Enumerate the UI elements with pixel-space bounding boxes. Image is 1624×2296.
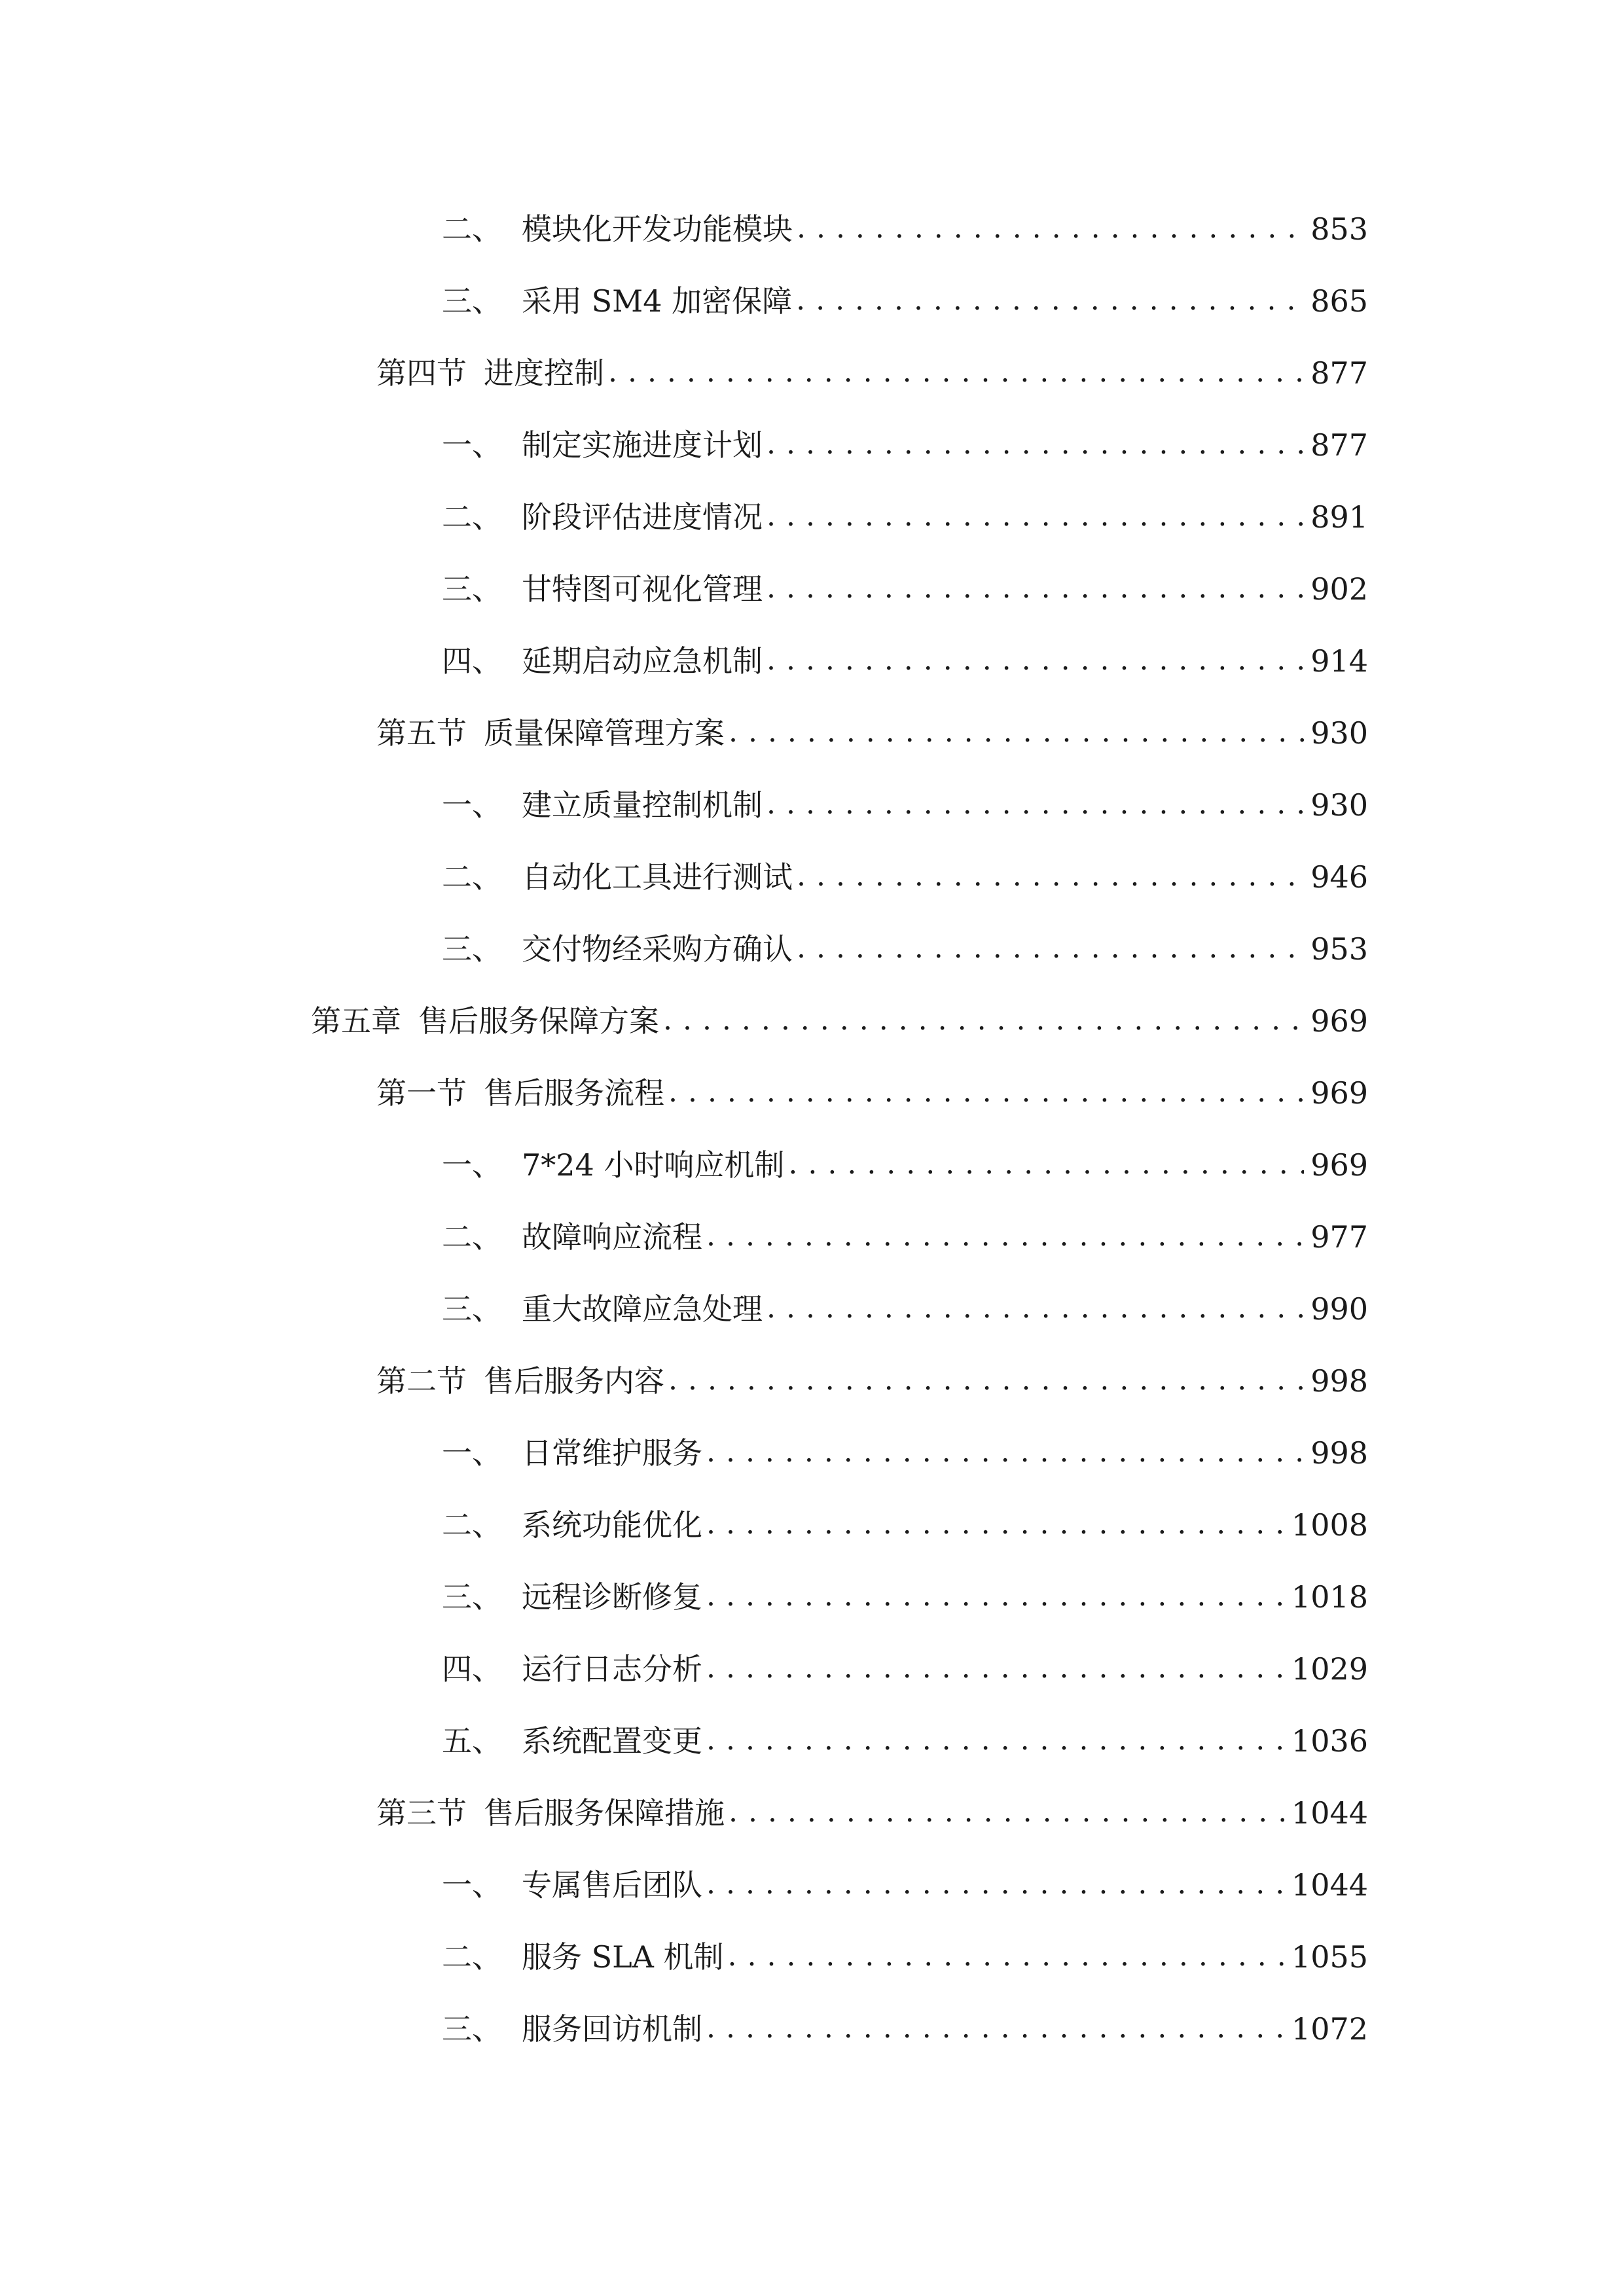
toc-entry[interactable]: [442, 1201, 1368, 1273]
toc-entry-title: 采用 SM4 加密保障: [522, 283, 793, 319]
toc-chapter-title: 售后服务保障方案: [418, 1003, 659, 1039]
toc-entry-number: 一、: [442, 1867, 502, 1903]
toc-entry-page: 1018: [1291, 1579, 1368, 1615]
toc-leader-dots: [767, 574, 1304, 604]
toc-entry-page: 877: [1310, 427, 1368, 463]
toc-entry-number: 三、: [442, 283, 502, 319]
toc-entry-number: 三、: [442, 571, 502, 607]
toc-entry[interactable]: [442, 1921, 1368, 1993]
toc-entry[interactable]: [442, 409, 1368, 481]
toc-entry-number: 二、: [442, 1507, 502, 1543]
toc-entry-page: 1055: [1291, 1939, 1368, 1975]
toc-entry-page: 853: [1310, 211, 1368, 247]
toc-entry-page: 977: [1310, 1219, 1368, 1255]
toc-entry-number: 三、: [442, 1579, 502, 1615]
toc-entry[interactable]: [442, 1561, 1368, 1633]
toc-entry[interactable]: [442, 1633, 1368, 1705]
toc-leader-dots: [706, 1582, 1285, 1612]
toc-section-number: 第四节: [376, 355, 467, 391]
toc-entry[interactable]: [442, 1129, 1368, 1201]
toc-entry-title: 系统配置变更: [522, 1723, 702, 1759]
toc-entry-page: 969: [1310, 1147, 1368, 1183]
toc-entry-page: 1036: [1291, 1723, 1368, 1759]
toc-section-number: 第三节: [376, 1795, 467, 1831]
toc-entry-number: 二、: [442, 1219, 502, 1255]
toc-leader-dots: [796, 286, 1304, 316]
toc-entry-title: 远程诊断修复: [522, 1579, 702, 1615]
toc-entry-title: 延期启动应急机制: [522, 643, 763, 679]
toc-entry-title: 系统功能优化: [522, 1507, 702, 1543]
toc-entry-title: 阶段评估进度情况: [522, 499, 763, 535]
toc-entry[interactable]: [442, 913, 1368, 985]
toc-leader-dots: [663, 1006, 1304, 1036]
toc-leader-dots: [706, 1438, 1304, 1468]
toc-entry-page: 953: [1310, 931, 1368, 967]
toc-section-title: 售后服务内容: [484, 1363, 664, 1399]
toc-leader-dots: [767, 790, 1304, 820]
toc-entry-page: 891: [1310, 499, 1368, 535]
toc-leader-dots: [767, 430, 1304, 460]
toc-leader-dots: [706, 1726, 1285, 1756]
toc-section-number: 第五节: [376, 715, 467, 751]
toc-entry-number: 一、: [442, 427, 502, 463]
toc-entry[interactable]: [442, 1705, 1368, 1777]
toc-section-title: 质量保障管理方案: [484, 715, 725, 751]
toc-entry-number: 二、: [442, 1939, 502, 1975]
toc-section-entry[interactable]: [376, 1057, 1368, 1129]
toc-entry-page: 877: [1310, 355, 1368, 391]
toc-entry-title: 服务回访机制: [522, 2011, 702, 2047]
toc-entry[interactable]: [442, 193, 1368, 265]
toc-entry-page: 1029: [1291, 1651, 1368, 1687]
toc-entry-title: 模块化开发功能模块: [522, 211, 793, 247]
toc-leader-dots: [668, 1078, 1304, 1108]
toc-entry-number: 四、: [442, 643, 502, 679]
toc-entry-number: 二、: [442, 499, 502, 535]
toc-entry[interactable]: [442, 1273, 1368, 1345]
toc-section-title: 售后服务保障措施: [484, 1795, 725, 1831]
toc-entry-title: 交付物经采购方确认: [522, 931, 793, 967]
toc-entry-number: 一、: [442, 1147, 502, 1183]
toc-leader-dots: [728, 1942, 1285, 1972]
toc-entry-page: 1072: [1291, 2011, 1368, 2047]
toc-entry[interactable]: [442, 553, 1368, 625]
toc-section-entry[interactable]: [376, 1345, 1368, 1417]
toc-leader-dots: [706, 1870, 1285, 1900]
toc-leader-dots: [797, 862, 1304, 892]
toc-leader-dots: [788, 1150, 1304, 1180]
toc-entry-page: 902: [1310, 571, 1368, 607]
toc-entry[interactable]: [442, 1417, 1368, 1489]
toc-entry-number: 三、: [442, 931, 502, 967]
toc-section-number: 第二节: [376, 1363, 467, 1399]
toc-section-entry[interactable]: [376, 697, 1368, 769]
toc-entry-title: 自动化工具进行测试: [522, 859, 793, 895]
toc-entry-title: 重大故障应急处理: [522, 1291, 763, 1327]
toc-entry-page: 946: [1310, 859, 1368, 895]
toc-entry[interactable]: [442, 265, 1368, 337]
toc-section-title: 售后服务流程: [484, 1075, 664, 1111]
toc-entry-page: 1044: [1291, 1867, 1368, 1903]
toc-entry-page: 914: [1310, 643, 1368, 679]
toc-entry-page: 969: [1310, 1075, 1368, 1111]
toc-entry-title: 7*24 小时响应机制: [522, 1147, 785, 1183]
toc-entry-number: 一、: [442, 1435, 502, 1471]
toc-leader-dots: [729, 1798, 1285, 1828]
toc-leader-dots: [797, 934, 1304, 964]
toc-entry-number: 四、: [442, 1651, 502, 1687]
toc-entry-title: 专属售后团队: [522, 1867, 702, 1903]
toc-entry-number: 三、: [442, 1291, 502, 1327]
toc-entry[interactable]: [442, 1489, 1368, 1561]
toc-entry-number: 二、: [442, 211, 502, 247]
toc-section-entry[interactable]: [376, 1777, 1368, 1849]
toc-chapter-number: 第五章: [311, 1003, 401, 1039]
toc-leader-dots: [668, 1366, 1304, 1396]
toc-entry-number: 三、: [442, 2011, 502, 2047]
toc-leader-dots: [767, 1294, 1304, 1324]
toc-entry[interactable]: [442, 1849, 1368, 1921]
toc-entry-title: 甘特图可视化管理: [522, 571, 763, 607]
toc-leader-dots: [706, 1654, 1285, 1684]
toc-entry-page: 865: [1310, 283, 1368, 319]
toc-entry-page: 998: [1310, 1363, 1368, 1399]
toc-entry[interactable]: [442, 769, 1368, 841]
toc-entry-title: 日常维护服务: [522, 1435, 702, 1471]
toc-leader-dots: [706, 1510, 1285, 1540]
toc-entry-title: 运行日志分析: [522, 1651, 702, 1687]
toc-leader-dots: [767, 502, 1304, 532]
toc-entry-title: 建立质量控制机制: [522, 787, 763, 823]
toc-leader-dots: [797, 214, 1304, 244]
toc-entry-number: 二、: [442, 859, 502, 895]
toc-entry[interactable]: [442, 841, 1368, 913]
toc-leader-dots: [608, 358, 1304, 388]
toc-leader-dots: [706, 2014, 1285, 2044]
toc-entry-page: 930: [1310, 787, 1368, 823]
toc-chapter-entry[interactable]: [311, 985, 1368, 1057]
toc-entry-number: 五、: [442, 1723, 502, 1759]
toc-entry-page: 990: [1310, 1291, 1368, 1327]
toc-section-title: 进度控制: [484, 355, 604, 391]
toc-section-entry[interactable]: [376, 337, 1368, 409]
toc-entry-page: 998: [1310, 1435, 1368, 1471]
toc-entry-number: 一、: [442, 787, 502, 823]
toc-leader-dots: [767, 646, 1304, 676]
toc-leader-dots: [706, 1222, 1304, 1252]
toc-entry-title: 故障响应流程: [522, 1219, 702, 1255]
toc-entry-page: 969: [1310, 1003, 1368, 1039]
toc-entry[interactable]: [442, 481, 1368, 553]
toc-entry-title: 服务 SLA 机制: [522, 1939, 724, 1975]
toc-entry[interactable]: [442, 1993, 1368, 2065]
toc-section-number: 第一节: [376, 1075, 467, 1111]
toc-leader-dots: [729, 718, 1304, 748]
toc-entry-title: 制定实施进度计划: [522, 427, 763, 463]
toc-entry-page: 1044: [1291, 1795, 1368, 1831]
toc-entry-page: 930: [1310, 715, 1368, 751]
toc-entry-page: 1008: [1291, 1507, 1368, 1543]
toc-entry[interactable]: [442, 625, 1368, 697]
